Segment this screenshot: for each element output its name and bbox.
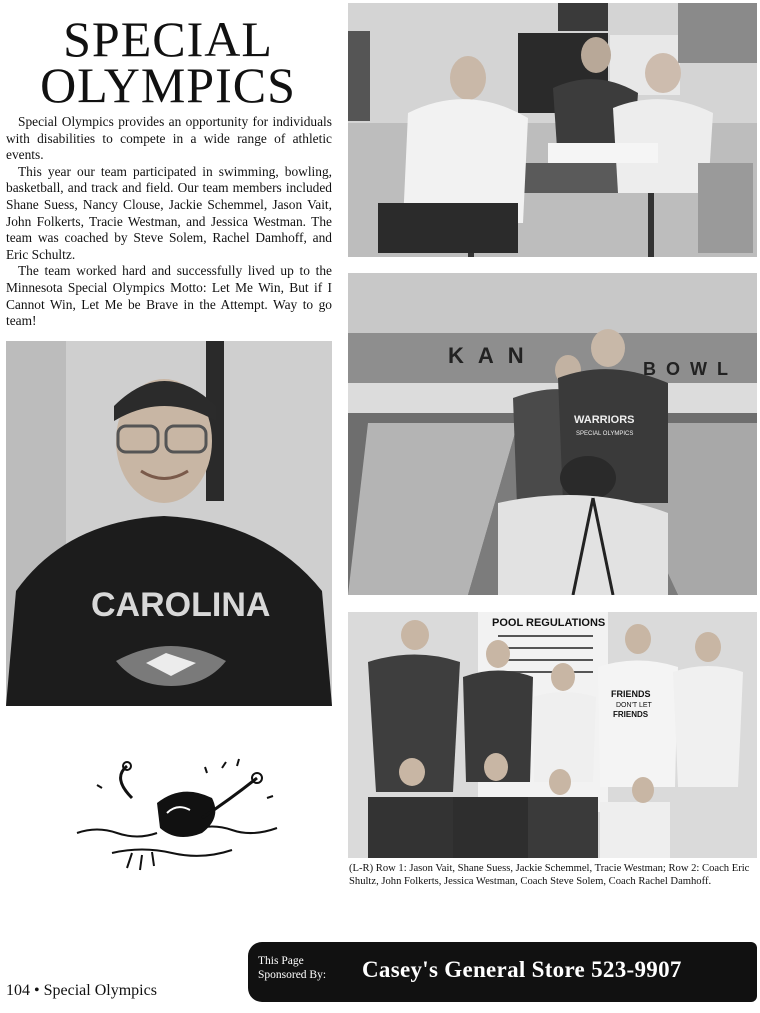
swimmer-clipart xyxy=(72,758,287,880)
friends-shirt-2: DON'T LET xyxy=(616,702,652,709)
portrait-shirt-text: CAROLINA xyxy=(91,586,271,624)
page-title-line-2: OLYMPICS xyxy=(40,57,296,113)
paragraph: Special Olympics provides an opportunity for individuals with disabilities to compete in a wide range of athletic events. xyxy=(6,114,332,163)
page-title-line-1: SPECIAL xyxy=(63,11,273,67)
paragraph: This year our team participated in swimming, bowling, basketball, and track and field. Our team members included Shane Suess, Nancy Clouse, Jackie Schemmel, Jason Vait, John Folkerts, Tracie Westman, and Jessica Westman. The team was coached by Steve Solem, Rachel Damhoff, and Eric Schultz. xyxy=(6,163,332,262)
photo-caption: (L-R) Row 1: Jason Vait, Shane Suess, Jackie Schemmel, Tracie Westman; Row 2: Coach Eric Shultz, John Folkerts, Jessica Westman, Coach Steve Solem, Coach Rachel Damhoff. xyxy=(349,863,750,888)
sponsor-name: Casey's General Store 523-9907 xyxy=(362,957,682,982)
page-footer-label: 104 • Special Olympics xyxy=(6,982,157,999)
photo-portrait xyxy=(6,341,332,706)
pool-sign-title: POOL REGULATIONS xyxy=(492,617,606,629)
sponsor-banner xyxy=(248,942,757,1002)
friends-shirt-3: FRIENDS xyxy=(613,710,649,719)
photo-team-group xyxy=(348,612,757,858)
sweatshirt-sub: SPECIAL OLYMPICS xyxy=(576,431,634,437)
bowling-sign-right: BOWL xyxy=(643,359,738,379)
photo-team-meeting xyxy=(348,3,757,257)
page-title xyxy=(0,11,336,113)
friends-shirt-1: FRIENDS xyxy=(611,689,651,699)
sponsor-label-line-2: Sponsored By: xyxy=(258,969,327,981)
sponsor-label xyxy=(258,954,326,982)
sweatshirt-logo: WARRIORS xyxy=(574,414,635,426)
article-body xyxy=(6,114,332,330)
photo-bowling-alley xyxy=(348,273,757,595)
sponsor-label-line-1: This Page xyxy=(258,955,304,967)
paragraph: The team worked hard and successfully lived up to the Minnesota Special Olympics Motto: Let Me Win, But if I Cannot Win, Let Me be Brave in the Attempt. Way to go team! xyxy=(6,263,332,329)
bowling-sign-left: KAN xyxy=(448,343,538,368)
